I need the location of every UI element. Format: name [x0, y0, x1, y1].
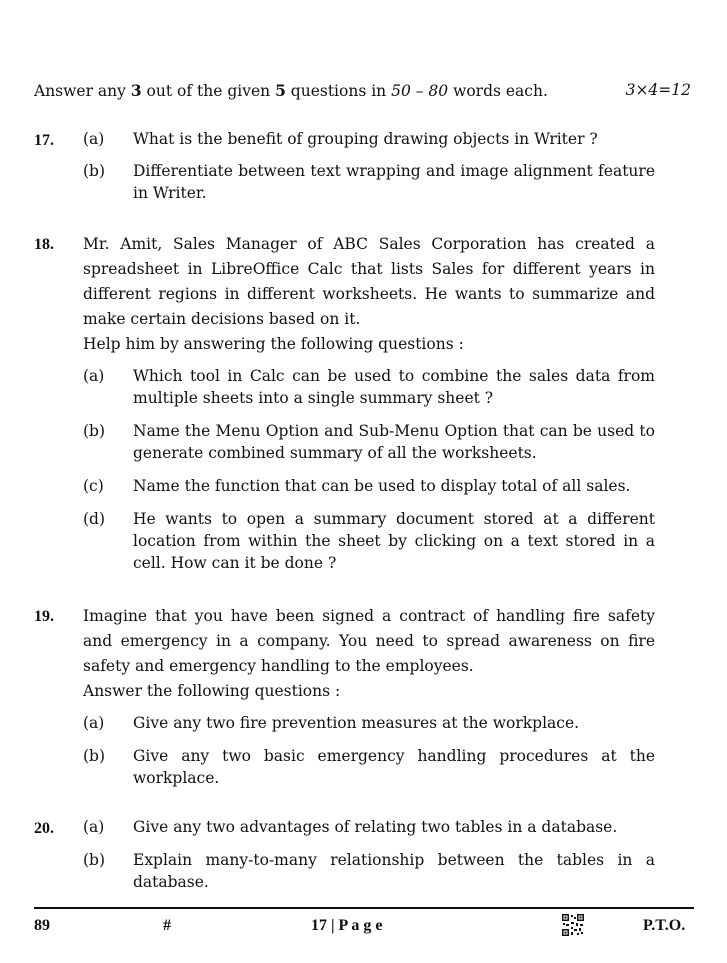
q18-part-a: (a) Which tool in Calc can be used to combine the sales data from multiple sheets into a single summary sheet ? [83, 367, 655, 407]
q19-intro: Imagine that you have been signed a contract of handling fire safety and emergency in a company. You need to spread awareness on fire safety and emergency handling to the employees. [83, 607, 655, 675]
q20-part-a: (a) Give any two advantages of relating two tables in a database. [83, 818, 618, 836]
q18-part-c: (c) Name the function that can be used to display total of all sales. [83, 477, 631, 495]
question-19 [34, 604, 655, 789]
q19-prompt: Answer the following questions : [83, 682, 341, 700]
q17-part-a: (a) What is the benefit of grouping drawing objects in Writer ? [83, 130, 598, 148]
question-number: 20. [34, 820, 54, 837]
question-20 [34, 816, 655, 893]
q18-part-b: (b) Name the Menu Option and Sub-Menu Option that can be used to generate combined summary of all the worksheets. [83, 422, 655, 462]
q18-prompt: Help him by answering the following questions : [83, 335, 464, 353]
qr-code-icon [562, 914, 584, 936]
question-number: 19. [34, 608, 54, 625]
question-18 [34, 232, 655, 574]
section-instruction [34, 81, 691, 100]
q18-part-d: (d) He wants to open a summary document stored at a different location from within the sheet by clicking on a text stored in a cell. How can it be done ? [83, 510, 655, 572]
q19-part-a: (a) Give any two fire prevention measures at the workplace. [83, 714, 580, 732]
paper-code: 89 [34, 917, 50, 934]
section-marks: 3×4=12 [625, 81, 691, 99]
q20-part-b: (b) Explain many-to-many relationship between the tables in a database. [83, 851, 655, 891]
question-17 [34, 128, 655, 204]
question-number: 18. [34, 236, 54, 253]
q19-part-b: (b) Give any two basic emergency handling procedures at the workplace. [83, 747, 655, 787]
question-number: 17. [34, 132, 54, 149]
pto-label: P.T.O. [643, 917, 686, 934]
hash-mark: # [163, 917, 171, 934]
page-number: 17 | P a g e [311, 917, 383, 934]
footer-divider [34, 907, 694, 909]
q17-part-b: (b) Differentiate between text wrapping and image alignment feature in Writer. [83, 162, 655, 202]
instruction-text: Answer any 3 out of the given 5 questions in 50 – 80 words each. [34, 81, 548, 100]
q18-intro: Mr. Amit, Sales Manager of ABC Sales Corporation has created a spreadsheet in LibreOffice Calc that lists Sales for different years in different regions in different worksheets. He wants to summarize and make certain decisions based on it. [83, 235, 655, 328]
